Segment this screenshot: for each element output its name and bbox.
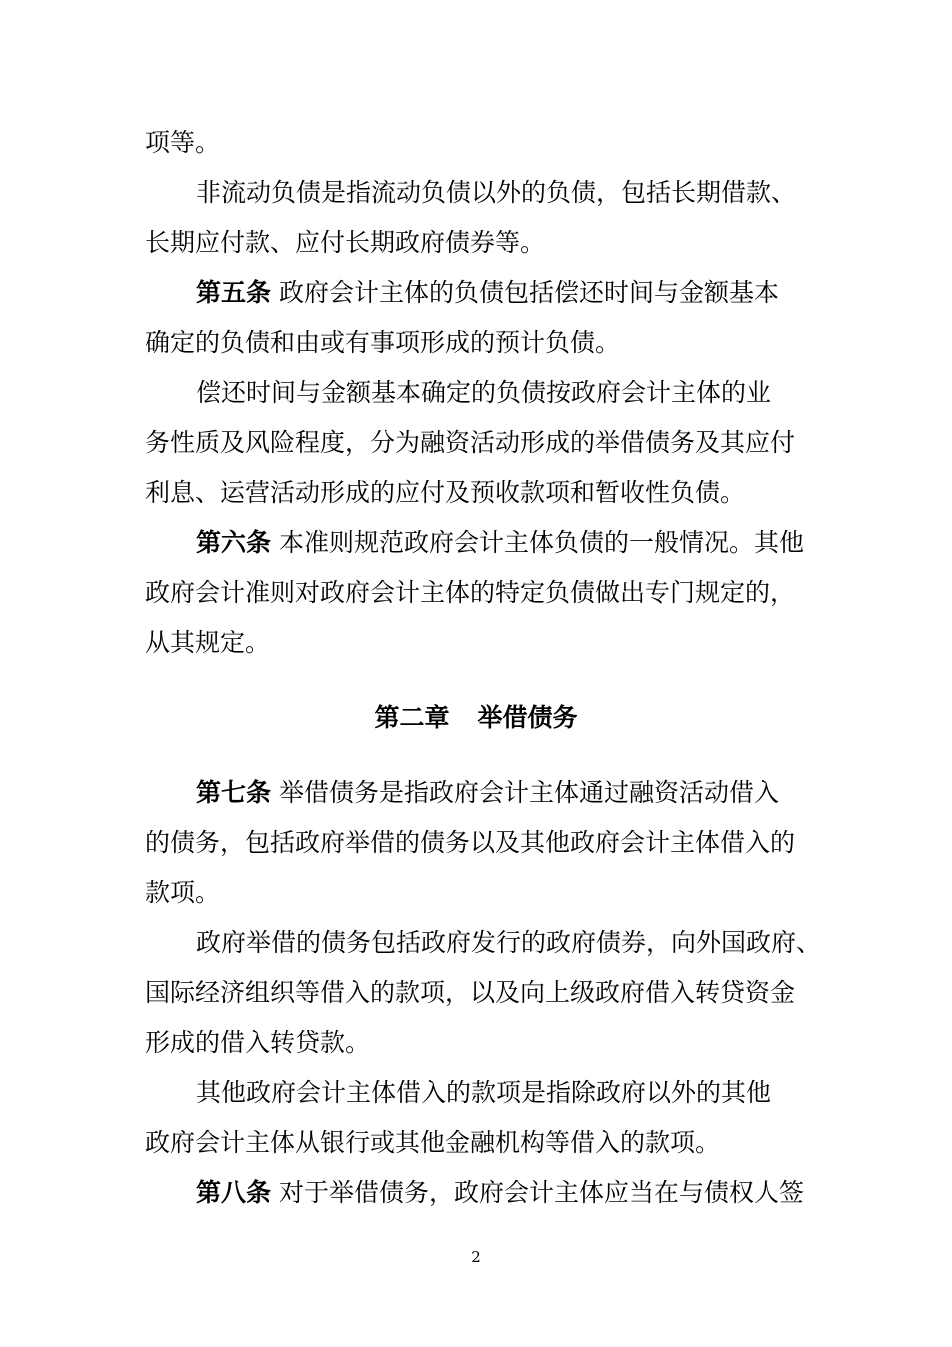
text-line: 偿还时间与金额基本确定的负债按政府会计主体的业 xyxy=(196,378,772,407)
text-line: 长期应付款、应付长期政府债券等。 xyxy=(145,228,546,257)
text-line: 政府会计准则对政府会计主体的特定负债做出专门规定的， xyxy=(145,578,796,607)
text-line: 国际经济组织等借入的款项，以及向上级政府借入转贷资金 xyxy=(145,978,796,1007)
chapter-number: 第二章 xyxy=(374,703,450,732)
text-line: 其他政府会计主体借入的款项是指除政府以外的其他 xyxy=(196,1078,772,1107)
chapter-title: 举借债务 xyxy=(477,703,578,732)
article-6 xyxy=(145,518,825,668)
article-7 xyxy=(145,768,825,918)
page-number: 2 xyxy=(471,1248,481,1266)
text-line: 形成的借入转贷款。 xyxy=(145,1028,371,1057)
chapter-heading xyxy=(0,693,952,743)
paragraph-continuation xyxy=(145,118,825,168)
text-line: 项等。 xyxy=(145,128,221,157)
text-line: 确定的负债和由或有事项形成的预计负债。 xyxy=(145,328,621,357)
text-line: 从其规定。 xyxy=(145,628,271,657)
text-line xyxy=(145,768,825,818)
paragraph-noncurrent-liabilities xyxy=(145,168,825,268)
article-text: 举借债务是指政府会计主体通过融资活动借入 xyxy=(271,778,779,807)
paragraph-repayment xyxy=(145,368,825,518)
article-label: 第六条 xyxy=(196,528,272,557)
text-line: 利息、运营活动形成的应付及预收款项和暂收性负债。 xyxy=(145,478,746,507)
article-text: 政府会计主体的负债包括偿还时间与金额基本 xyxy=(271,278,779,307)
text-line xyxy=(145,268,825,318)
paragraph-other-borrowings xyxy=(145,1068,825,1168)
text-line: 政府会计主体从银行或其他金融机构等借入的款项。 xyxy=(145,1128,721,1157)
text-line: 务性质及风险程度，分为融资活动形成的举借债务及其应付 xyxy=(145,428,796,457)
text-line: 非流动负债是指流动负债以外的负债，包括长期借款、 xyxy=(196,178,797,207)
text-line xyxy=(145,518,825,568)
text-line: 的债务，包括政府举借的债务以及其他政府会计主体借入的 xyxy=(145,828,796,857)
article-5 xyxy=(145,268,825,368)
article-text: 对于举借债务，政府会计主体应当在与债权人签 xyxy=(271,1178,804,1207)
paragraph-government-debt xyxy=(145,918,825,1068)
text-line xyxy=(145,1168,825,1218)
article-label: 第八条 xyxy=(196,1178,272,1207)
article-label: 第七条 xyxy=(196,778,272,807)
article-text: 本准则规范政府会计主体负债的一般情况。其他 xyxy=(271,528,804,557)
article-label: 第五条 xyxy=(196,278,272,307)
article-8 xyxy=(145,1168,825,1218)
text-line: 政府举借的债务包括政府发行的政府债券，向外国政府、 xyxy=(196,928,822,957)
text-line: 款项。 xyxy=(145,878,221,907)
